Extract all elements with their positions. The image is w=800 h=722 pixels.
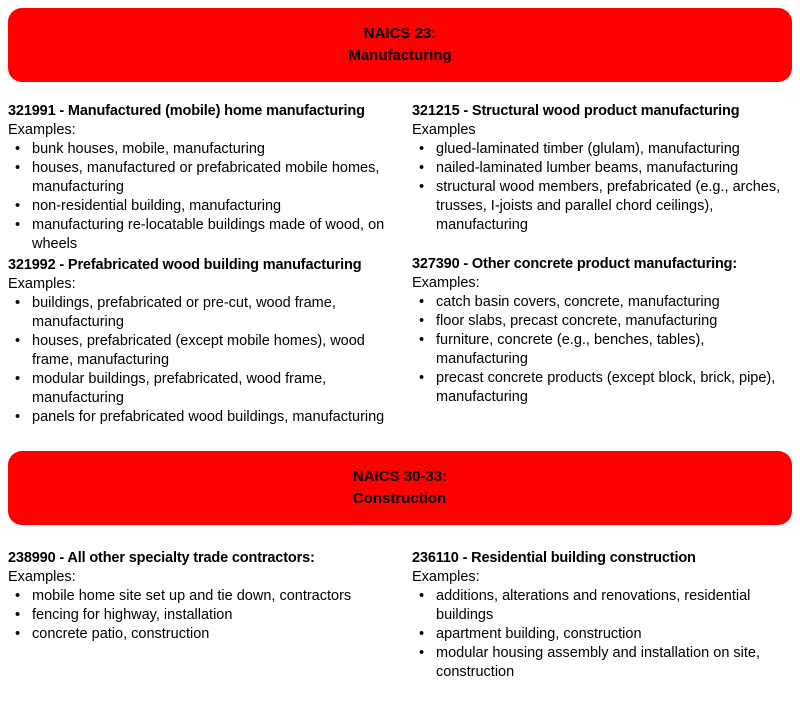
naics-block-321992 xyxy=(8,256,388,427)
examples-label: Examples xyxy=(412,122,476,138)
examples-list xyxy=(412,140,792,235)
examples-label: Examples: xyxy=(8,276,76,292)
example-item: • buildings, prefabricated or pre-cut, wood frame, manufacturing xyxy=(8,294,388,332)
column-right xyxy=(412,102,792,427)
examples-label: Examples: xyxy=(8,569,76,585)
examples-label: Examples: xyxy=(412,569,480,585)
example-item: • apartment building, construction xyxy=(412,625,792,644)
example-item: • precast concrete products (except block, brick, pipe), manufacturing xyxy=(412,369,792,407)
banner-title xyxy=(348,23,451,67)
examples-label: Examples: xyxy=(412,275,480,291)
example-item: • concrete patio, construction xyxy=(8,625,388,644)
banner-line2: Manufacturing xyxy=(348,47,452,64)
section-banner-naics-30-33 xyxy=(8,451,792,525)
example-item: • bunk houses, mobile, manufacturing xyxy=(8,140,388,159)
example-item: • catch basin covers, concrete, manufacturing xyxy=(412,293,792,312)
examples-list xyxy=(8,294,388,427)
naics-code-header: 321215 - Structural wood product manufacturing xyxy=(412,103,740,119)
example-item: • structural wood members, prefabricated (e.g., arches, trusses, I-joists and parallel chord ceilings), manufacturing xyxy=(412,178,792,235)
section-content-naics-30-33 xyxy=(0,525,800,682)
column-right xyxy=(412,549,792,682)
example-item: • floor slabs, precast concrete, manufacturing xyxy=(412,312,792,331)
examples-label: Examples: xyxy=(8,122,76,138)
banner-line2: Construction xyxy=(352,490,447,507)
section-banner-naics-23 xyxy=(8,8,792,82)
example-item: • modular housing assembly and installation on site, construction xyxy=(412,644,792,682)
examples-list xyxy=(8,587,388,644)
example-item: • nailed-laminated lumber beams, manufacturing xyxy=(412,159,792,178)
example-item: • houses, prefabricated (except mobile homes), wood frame, manufacturing xyxy=(8,332,388,370)
section-content-naics-23 xyxy=(0,82,800,443)
examples-list xyxy=(8,140,388,254)
naics-block-321991 xyxy=(8,102,388,254)
naics-block-238990 xyxy=(8,549,388,644)
example-item: • panels for prefabricated wood buildings, manufacturing xyxy=(8,408,388,427)
examples-list xyxy=(412,587,792,682)
naics-block-321215 xyxy=(412,102,792,235)
example-item: • fencing for highway, installation xyxy=(8,606,388,625)
example-item: • non-residential building, manufacturing xyxy=(8,197,388,216)
naics-block-236110 xyxy=(412,549,792,682)
naics-code-header: 327390 - Other concrete product manufacturing: xyxy=(412,256,738,272)
example-item: • additions, alterations and renovations, residential buildings xyxy=(412,587,792,625)
example-item: • mobile home site set up and tie down, contractors xyxy=(8,587,388,606)
naics-code-header: 321992 - Prefabricated wood building manufacturing xyxy=(8,257,362,273)
naics-code-header: 238990 - All other specialty trade contractors: xyxy=(8,550,315,566)
example-item: • modular buildings, prefabricated, wood frame, manufacturing xyxy=(8,370,388,408)
banner-line1: NAICS 30-33: xyxy=(352,468,448,485)
banner-title xyxy=(353,466,447,510)
column-left xyxy=(8,102,388,427)
example-item: • manufacturing re-locatable buildings made of wood, on wheels xyxy=(8,216,388,254)
naics-code-header: 321991 - Manufactured (mobile) home manufacturing xyxy=(8,103,365,119)
example-item: • furniture, concrete (e.g., benches, tables), manufacturing xyxy=(412,331,792,369)
example-item: • houses, manufactured or prefabricated mobile homes, manufacturing xyxy=(8,159,388,197)
example-item: • glued-laminated timber (glulam), manufacturing xyxy=(412,140,792,159)
examples-list xyxy=(412,293,792,407)
naics-block-327390 xyxy=(412,255,792,407)
column-left xyxy=(8,549,388,682)
banner-line1: NAICS 23: xyxy=(363,25,437,42)
naics-code-header: 236110 - Residential building construction xyxy=(412,550,696,566)
